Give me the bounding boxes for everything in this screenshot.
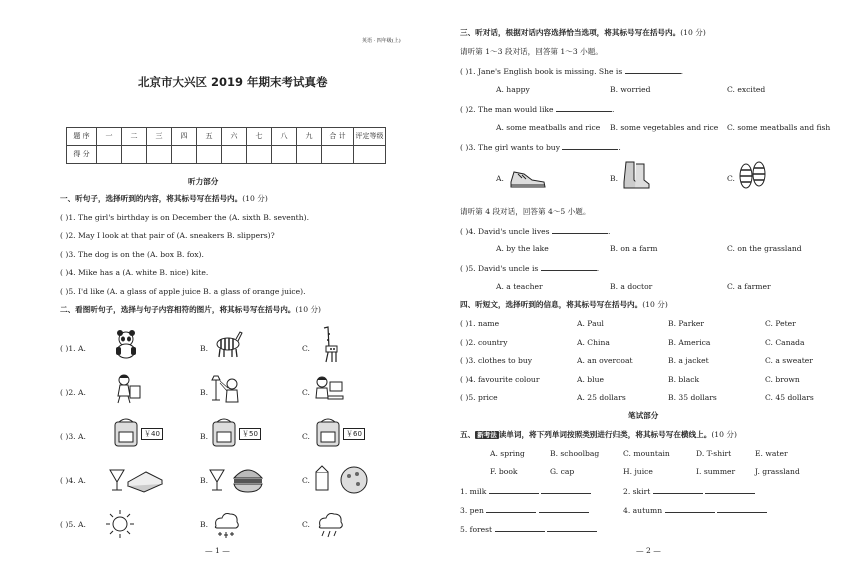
info-question: ( )3. clothes to buy — [460, 356, 533, 365]
info-question: ( )4. favourite colour — [460, 375, 540, 384]
score-cell: 三 — [147, 128, 172, 146]
option-b-label: B. — [200, 520, 208, 529]
schoolbag-picture — [312, 416, 344, 448]
option-a: A. blue — [577, 375, 604, 384]
answer-blank[interactable] — [556, 104, 612, 112]
score-input-cell[interactable] — [322, 146, 354, 164]
option-c-label: C. — [302, 520, 310, 529]
option-c-label: C. — [302, 344, 310, 353]
score-cell: 七 — [247, 128, 272, 146]
word-option: H. juice — [623, 467, 653, 476]
section-5-title: 读单词，将下列单词按照类别进行归类，将其标号写在横线上。 — [498, 430, 712, 439]
question-line: ( )4. David's uncle lives . — [460, 227, 611, 236]
score-cell: 合 计 — [322, 128, 354, 146]
option-c: C. Peter — [765, 319, 796, 328]
question-text: ( )3. The girl wants to buy — [460, 143, 560, 152]
question-label: ( )4. A. — [60, 476, 86, 485]
section-5-heading — [460, 430, 737, 440]
option-b: B. 35 dollars — [668, 393, 717, 402]
listening-heading: 听力部分 — [188, 177, 219, 186]
page-number: — 1 — — [205, 546, 230, 555]
answer-blank[interactable] — [717, 505, 767, 513]
schoolbag-picture — [110, 416, 142, 448]
word-option: G. cap — [550, 467, 575, 476]
category-line — [460, 524, 597, 534]
score-input-cell[interactable] — [147, 146, 172, 164]
section-1-title: 一、听句子，选择听到的内容，将其标号写在括号内。 — [60, 194, 243, 203]
question-text: ( )1. Jane's English book is missing. She is — [460, 67, 623, 76]
score-cell: 九 — [297, 128, 322, 146]
answer-blank[interactable] — [495, 524, 545, 532]
section-3-intro: 请听第 1～3 段对话，回答第 1～3 小题。 — [460, 47, 603, 56]
option-b: B. some vegetables and rice — [610, 123, 719, 132]
score-input-cell[interactable] — [172, 146, 197, 164]
option-c: C. brown — [765, 375, 800, 384]
info-question: ( )1. name — [460, 319, 500, 328]
question-line: ( )1. Jane's English book is missing. She is . — [460, 67, 684, 76]
section-5-points: (10 分) — [711, 430, 737, 439]
score-input-cell[interactable] — [272, 146, 297, 164]
question-line: ( )5. David's uncle is . — [460, 264, 600, 273]
option-c: C. Canada — [765, 338, 805, 347]
question-label: ( )3. A. — [60, 432, 86, 441]
answer-blank[interactable] — [486, 505, 536, 513]
option-a: A. a teacher — [496, 282, 543, 291]
score-cell: 题 序 — [67, 128, 97, 146]
score-cell: 六 — [222, 128, 247, 146]
question-label: ( )5. A. — [60, 520, 86, 529]
score-input-cell[interactable] — [354, 146, 386, 164]
answer-blank[interactable] — [541, 486, 591, 494]
score-input-cell[interactable] — [247, 146, 272, 164]
new-method-badge: 新考法 — [477, 431, 497, 439]
category-label: 2. skirt — [623, 487, 651, 496]
question-text: ( )5. David's uncle is — [460, 264, 539, 273]
page-number: — 2 — — [636, 546, 661, 555]
writing-heading: 笔试部分 — [628, 411, 659, 420]
question-line: ( )3. The girl wants to buy . — [460, 143, 621, 152]
question-text: ( )4. David's uncle lives — [460, 227, 550, 236]
option-a: A. happy — [496, 85, 530, 94]
section-4-points: (10 分) — [642, 300, 668, 309]
option-c: C. on the grassland — [727, 244, 802, 253]
score-cell: 八 — [272, 128, 297, 146]
section-1-points: (10 分) — [242, 194, 268, 203]
price-tag: ￥60 — [343, 428, 365, 440]
sneaker-picture — [508, 160, 548, 192]
score-input-cell[interactable] — [122, 146, 147, 164]
boy-computer-picture — [312, 372, 344, 404]
page-2 — [430, 0, 860, 565]
answer-blank[interactable] — [665, 505, 715, 513]
question-line: ( )5. I'd like (A. a glass of apple juice B. a glass of orange juice). — [60, 287, 306, 296]
score-input-cell[interactable] — [97, 146, 122, 164]
answer-blank[interactable] — [489, 486, 539, 494]
word-option: D. T-shirt — [696, 449, 732, 458]
category-line — [623, 505, 767, 515]
option-b: B. black — [668, 375, 700, 384]
category-line — [460, 486, 591, 496]
section-1-heading — [60, 194, 268, 203]
option-c: C. a sweater — [765, 356, 813, 365]
girl-drawing-picture — [110, 372, 142, 404]
category-line — [460, 505, 589, 515]
section-3-intro: 请听第 4 段对话，回答第 4～5 小题。 — [460, 207, 591, 216]
score-cell: 一 — [97, 128, 122, 146]
word-option: F. book — [490, 467, 518, 476]
zebra-picture — [212, 327, 244, 359]
category-label: 5. forest — [460, 525, 493, 534]
price-tag: ￥40 — [141, 428, 163, 440]
section-2-title: 二、看图听句子，选择与句子内容相符的图片，将其标号写在括号内。 — [60, 305, 296, 314]
option-b-label: B. — [200, 388, 208, 397]
section-5-prefix: 五、 — [460, 430, 476, 439]
panda-picture — [110, 327, 142, 359]
option-a: A. an overcoat — [577, 356, 633, 365]
answer-blank[interactable] — [552, 226, 608, 234]
option-c: C. 45 dollars — [765, 393, 814, 402]
option-c-label: C. — [302, 476, 310, 485]
sun-icon — [104, 508, 136, 540]
question-line: ( )3. The dog is on the (A. box B. fox). — [60, 250, 204, 259]
question-line: ( )4. Mike has a (A. white B. nice) kite. — [60, 268, 209, 277]
section-4-title: 四、听短文，选择听到的信息，将其标号写在括号内。 — [460, 300, 643, 309]
section-3-title: 三、听对话，根据对话内容选择恰当选项，将其标号写在括号内。 — [460, 28, 681, 37]
price-tag: ￥50 — [239, 428, 261, 440]
answer-blank[interactable] — [541, 263, 597, 271]
option-b: B. worried — [610, 85, 651, 94]
snow-cloud-icon — [210, 508, 242, 540]
option-c: C. excited — [727, 85, 766, 94]
word-option: A. spring — [490, 449, 525, 458]
option-b: B. a doctor — [610, 282, 653, 291]
score-table-score-row — [67, 146, 386, 164]
score-table-header-row — [67, 128, 386, 146]
section-2-points: (10 分) — [295, 305, 322, 314]
option-b: B. — [610, 174, 618, 183]
score-input-cell[interactable] — [222, 146, 247, 164]
word-option: B. schoolbag — [550, 449, 600, 458]
option-c: C. some meatballs and fish — [727, 123, 831, 132]
option-a: A. some meatballs and rice — [496, 123, 601, 132]
info-question: ( )2. country — [460, 338, 508, 347]
option-b-label: B. — [200, 344, 208, 353]
option-b: B. on a farm — [610, 244, 658, 253]
option-c-label: C. — [302, 432, 310, 441]
score-input-cell[interactable] — [297, 146, 322, 164]
rain-cloud-icon — [314, 508, 346, 540]
score-cell: 五 — [197, 128, 222, 146]
schoolbag-picture — [208, 416, 240, 448]
section-4-heading — [460, 300, 668, 309]
question-line: ( )2. The man would like . — [460, 105, 615, 114]
sandals-picture — [736, 158, 768, 190]
word-option: C. mountain — [623, 449, 670, 458]
score-cell: 二 — [122, 128, 147, 146]
option-b-label: B. — [200, 432, 208, 441]
score-table — [66, 127, 386, 164]
option-a: A. 25 dollars — [577, 393, 626, 402]
option-a: A. — [496, 174, 504, 183]
section-3-heading — [460, 28, 706, 37]
question-text: ( )2. The man would like — [460, 105, 554, 114]
section-2-heading — [60, 305, 321, 314]
question-label: ( )2. A. — [60, 388, 86, 397]
answer-blank[interactable] — [562, 142, 618, 150]
option-c: C. a farmer — [727, 282, 771, 291]
score-cell: 四 — [172, 128, 197, 146]
boots-picture — [620, 158, 652, 190]
juice-hamburger-picture — [206, 462, 266, 494]
answer-blank[interactable] — [625, 66, 681, 74]
option-b: B. Parker — [668, 319, 705, 328]
section-3-points: (10 分) — [680, 28, 706, 37]
category-line — [623, 486, 755, 496]
option-a: A. by the lake — [496, 244, 549, 253]
score-cell: 评定等级 — [354, 128, 386, 146]
info-question: ( )5. price — [460, 393, 498, 402]
option-c: C. — [727, 174, 735, 183]
answer-blank[interactable] — [653, 486, 703, 494]
question-label: ( )1. A. — [60, 344, 86, 353]
category-label: 1. milk — [460, 487, 487, 496]
option-b: B. America — [668, 338, 711, 347]
option-b-label: B. — [200, 476, 208, 485]
word-option: E. water — [755, 449, 788, 458]
exam-title: 北京市大兴区 2019 年期末考试真卷 — [138, 75, 328, 89]
answer-blank[interactable] — [705, 486, 755, 494]
category-label: 3. pen — [460, 506, 484, 515]
girl-lamp-picture — [208, 372, 240, 404]
score-input-cell[interactable] — [197, 146, 222, 164]
score-row-label: 得 分 — [67, 146, 97, 164]
option-a: A. China — [577, 338, 610, 347]
page-header: 英语 · 四年级(上) — [362, 38, 401, 44]
option-b: B. a jacket — [668, 356, 709, 365]
word-option: I. summer — [696, 467, 736, 476]
word-option: J. grassland — [755, 467, 800, 476]
option-a: A. Paul — [577, 319, 604, 328]
question-line: ( )2. May I look at that pair of (A. sneakers B. slippers)? — [60, 231, 275, 240]
question-line: ( )1. The girl's birthday is on December the (A. sixth B. seventh). — [60, 213, 309, 222]
answer-blank[interactable] — [539, 505, 589, 513]
giraffe-picture — [318, 324, 342, 364]
milk-pizza-picture — [312, 462, 372, 494]
answer-blank[interactable] — [547, 524, 597, 532]
category-label: 4. autumn — [623, 506, 663, 515]
juice-sandwich-picture — [106, 462, 166, 494]
option-c-label: C. — [302, 388, 310, 397]
